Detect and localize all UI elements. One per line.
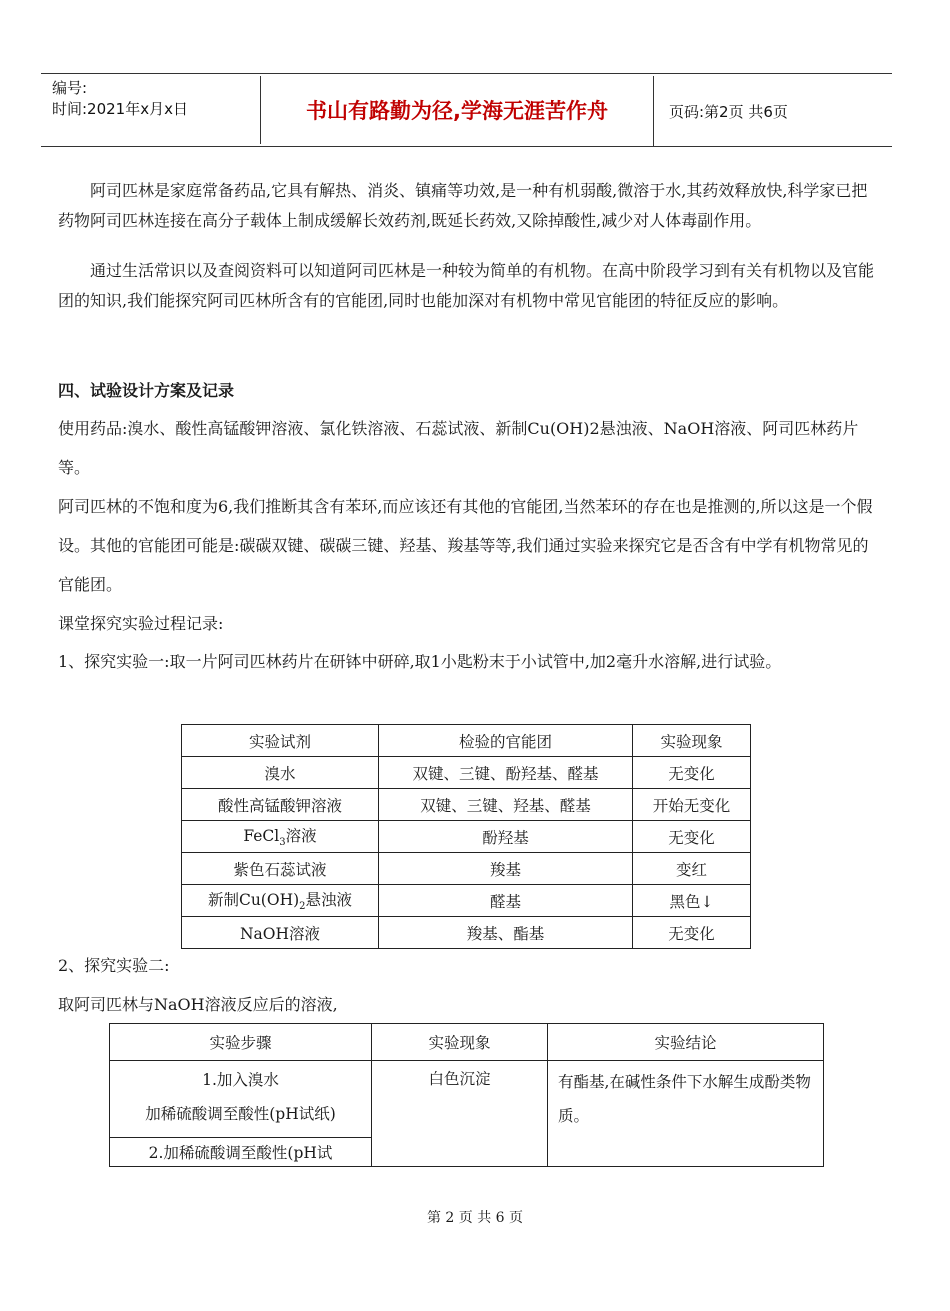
table-row: [182, 821, 751, 853]
header-bottom-rule: [41, 146, 892, 147]
table-row: [110, 1061, 824, 1138]
table-cell: [110, 1061, 372, 1138]
table-header-cell: 实验现象: [372, 1024, 548, 1061]
hypothesis-paragraph: 阿司匹林的不饱和度为6,我们推断其含有苯环,而应该还有其他的官能团,当然苯环的存在也是推测的,所以这是一个假设。其他的官能团可能是:碳碳双键、碳碳三键、羟基、羧基等等,我们通过实验来探究它是否含有中学有机物常见的官能团。: [58, 497, 873, 594]
table-header-cell: 实验结论: [548, 1024, 824, 1061]
table-header-cell: 实验现象: [633, 725, 751, 757]
header-time-label: 时间:2021年x月x日: [52, 100, 188, 118]
table-cell: NaOH溶液: [182, 917, 379, 949]
table-header-cell: 实验试剂: [182, 725, 379, 757]
intro-paragraph-2: 通过生活常识以及查阅资料可以知道阿司匹林是一种较为简单的有机物。在高中阶段学习到有关有机物以及官能团的知识,我们能探究阿司匹林所含有的官能团,同时也能加深对有机物中常见官能团的特征反应的影响。: [58, 261, 875, 310]
step-1-line-2: 加稀硫酸调至酸性(pH试纸): [145, 1105, 336, 1123]
table-row: [182, 917, 751, 949]
table-cell: 羧基: [379, 853, 633, 885]
reagent-name: 新制Cu(OH): [207, 891, 300, 910]
table-cell: [182, 821, 379, 853]
table-header-row: [182, 725, 751, 757]
page-footer: 第 2 页 共 6 页: [426, 1210, 524, 1226]
table-cell: 酸性高锰酸钾溶液: [182, 789, 379, 821]
subscript: 3: [279, 837, 286, 849]
table-cell: 有酯基,在碱性条件下水解生成酚类物质。: [548, 1061, 824, 1167]
table-cell: 双键、三键、羟基、醛基: [379, 789, 633, 821]
subscript: 2: [299, 901, 306, 913]
table-row: [182, 885, 751, 917]
table-row: [182, 757, 751, 789]
drugs-paragraph: 使用药品:溴水、酸性高锰酸钾溶液、氯化铁溶液、石蕊试液、新制Cu(OH)2悬浊液、NaOH溶液、阿司匹林药片等。: [58, 419, 859, 477]
table-cell: 酚羟基: [379, 821, 633, 853]
table-cell: 醛基: [379, 885, 633, 917]
table-cell: 无变化: [633, 757, 751, 789]
table-cell: 2.加稀硫酸调至酸性(pH试: [110, 1138, 372, 1167]
experiment-2-text: 取阿司匹林与NaOH溶液反应后的溶液,: [58, 995, 338, 1014]
table-cell: 无变化: [633, 917, 751, 949]
table-header-cell: 检验的官能团: [379, 725, 633, 757]
table-cell: 白色沉淀: [372, 1061, 548, 1167]
table-cell: 开始无变化: [633, 789, 751, 821]
table-row: [182, 853, 751, 885]
table-cell: 溴水: [182, 757, 379, 789]
reagent-suffix: 溶液: [285, 827, 317, 846]
step-1-line-1: 1.加入溴水: [202, 1071, 279, 1089]
experiment-2-title: 2、探究实验二:: [58, 956, 170, 975]
table-cell: 双键、三键、酚羟基、醛基: [379, 757, 633, 789]
experiment-2-table: [109, 1023, 824, 1167]
header-motto: 书山有路勤为径,学海无涯苦作舟: [306, 99, 608, 123]
header-right-divider: [653, 76, 654, 146]
section-title: 四、试验设计方案及记录: [58, 381, 235, 400]
table-cell: 无变化: [633, 821, 751, 853]
table-row: [182, 789, 751, 821]
experiment-1-table: [181, 724, 751, 949]
reagent-name: FeCl: [243, 827, 280, 846]
table-header-row: [110, 1024, 824, 1061]
table-header-cell: 实验步骤: [110, 1024, 372, 1061]
header-top-rule: [41, 73, 892, 74]
experiment-1-text: 1、探究实验一:取一片阿司匹林药片在研钵中研碎,取1小匙粉末于小试管中,加2毫升水溶解,进行试验。: [58, 652, 782, 671]
reagent-suffix: 悬浊液: [305, 891, 353, 910]
header-page-label: 页码:第2页 共6页: [669, 103, 788, 121]
table-cell: 黑色↓: [633, 885, 751, 917]
table-cell: [182, 885, 379, 917]
table-cell: 羧基、酯基: [379, 917, 633, 949]
record-label: 课堂探究实验过程记录:: [58, 614, 224, 633]
table-cell: 变红: [633, 853, 751, 885]
intro-paragraph-1: 阿司匹林是家庭常备药品,它具有解热、消炎、镇痛等功效,是一种有机弱酸,微溶于水,其药效释放快,科学家已把药物阿司匹林连接在高分子载体上制成缓解长效药剂,既延长药效,又除掉酸性,减少对人体毒副作用。: [58, 181, 868, 230]
table-cell: 紫色石蕊试液: [182, 853, 379, 885]
header-number-label: 编号:: [52, 79, 88, 97]
